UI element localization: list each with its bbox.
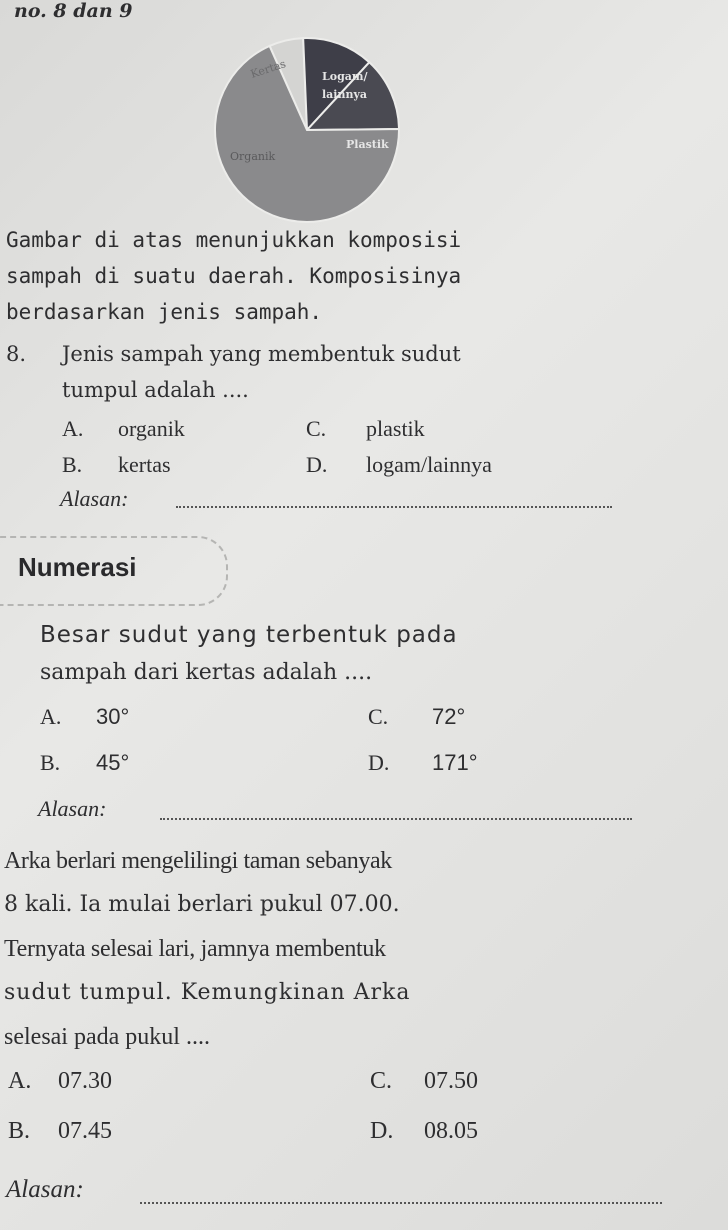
q8-alasan-label: Alasan: xyxy=(60,486,129,511)
header-note: no. 8 dan 9 xyxy=(14,0,133,22)
q10-option-b-text: 07.45 xyxy=(58,1118,112,1144)
q8-option-b-text: kertas xyxy=(118,452,171,477)
pie-label-logam-1: Logam/ xyxy=(322,70,368,83)
q9-option-a-text: 30° xyxy=(96,704,130,729)
intro-line-2: sampah di suatu daerah. Komposisinya xyxy=(6,264,462,288)
q8-option-a-letter: A. xyxy=(62,416,84,441)
q9-option-b-letter: B. xyxy=(40,750,61,775)
q8-number: 8. xyxy=(6,342,27,366)
q10-option-a-text: 07.30 xyxy=(58,1068,112,1094)
q10-line-3: Ternyata selesai lari, jamnya membentuk xyxy=(4,936,386,962)
q10-alasan-answer-line[interactable] xyxy=(140,1202,662,1204)
q10-option-d-letter: D. xyxy=(370,1118,394,1144)
q8-line-2: tumpul adalah .... xyxy=(62,378,249,402)
q9-option-d-letter: D. xyxy=(368,750,390,775)
q8-option-a-text: organik xyxy=(118,416,185,441)
q8-option-b-letter: B. xyxy=(62,452,83,477)
q10-line-4: sudut tumpul. Kemungkinan Arka xyxy=(4,980,411,1005)
q9-option-a-letter: A. xyxy=(40,704,62,729)
section-badge: Numerasi xyxy=(18,552,137,582)
pie-label-kertas: Kertas xyxy=(248,57,288,81)
q10-option-c-letter: C. xyxy=(370,1068,393,1094)
q8-alasan-answer-line[interactable] xyxy=(176,506,612,508)
q9-option-c-letter: C. xyxy=(368,704,389,729)
q8-option-d-text: logam/lainnya xyxy=(366,452,492,477)
pie-slices xyxy=(215,38,399,222)
q8-option-c-letter: C. xyxy=(306,416,327,441)
q10-option-c-text: 07.50 xyxy=(424,1068,478,1094)
q10-line-1: Arka berlari mengelilingi taman sebanyak xyxy=(4,848,392,874)
q10-option-d-text: 08.05 xyxy=(424,1118,478,1144)
intro-line-1: Gambar di atas menunjukkan komposisi xyxy=(6,228,462,252)
q9-line-2: sampah dari kertas adalah .... xyxy=(40,660,373,685)
q9-line-1: Besar sudut yang terbentuk pada xyxy=(40,622,458,648)
q8-option-c-text: plastik xyxy=(366,416,425,441)
pie-label-organik: Organik xyxy=(230,150,276,163)
q10-option-b-letter: B. xyxy=(8,1118,31,1144)
q9-option-c-text: 72° xyxy=(432,704,466,729)
q9-option-b-text: 45° xyxy=(96,750,130,775)
q10-line-5: selesai pada pukul .... xyxy=(4,1024,210,1050)
intro-line-3: berdasarkan jenis sampah. xyxy=(6,300,323,324)
q8-line-1: Jenis sampah yang membentuk sudut xyxy=(62,342,461,366)
q9-alasan-answer-line[interactable] xyxy=(160,818,632,820)
q10-line-2: 8 kali. Ia mulai berlari pukul 07.00. xyxy=(4,892,400,917)
q10-alasan-label: Alasan: xyxy=(6,1176,84,1203)
q9-alasan-label: Alasan: xyxy=(38,796,107,821)
pie-chart xyxy=(190,36,440,236)
q8-option-d-letter: D. xyxy=(306,452,328,477)
q10-option-a-letter: A. xyxy=(8,1068,32,1094)
q9-option-d-text: 171° xyxy=(432,750,478,775)
pie-label-plastik: Plastik xyxy=(346,138,389,151)
pie-label-logam-2: lainnya xyxy=(322,88,367,101)
